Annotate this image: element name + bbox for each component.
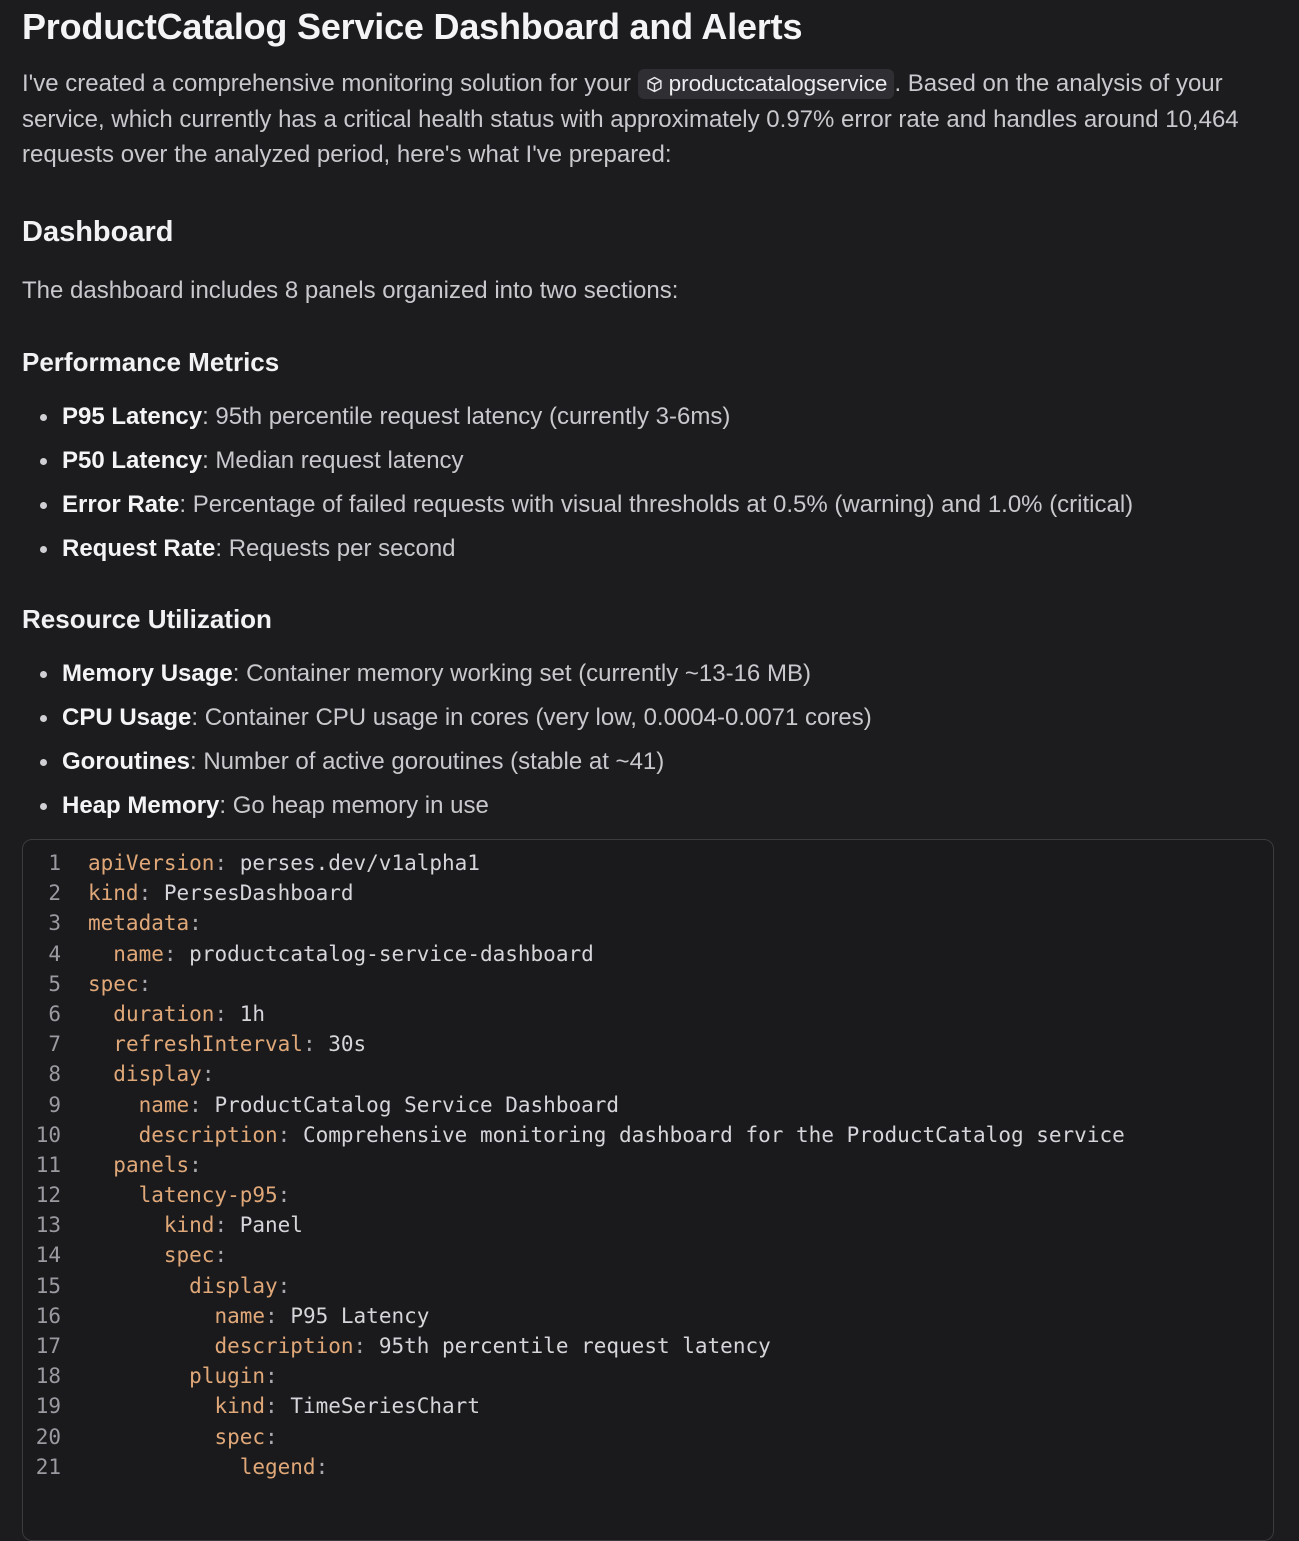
- list-item-name: Error Rate: [62, 491, 180, 518]
- code-indent: [88, 1183, 139, 1207]
- yaml-key: plugin: [189, 1364, 266, 1389]
- resources-heading: Resource Utilization: [22, 604, 272, 634]
- list-item: [22, 488, 1133, 532]
- line-number: 9: [48, 1092, 61, 1117]
- list-item-name: Heap Memory: [62, 792, 220, 819]
- yaml-key: kind: [163, 1213, 215, 1238]
- code-line: [23, 1120, 1125, 1150]
- yaml-key: description: [138, 1122, 278, 1147]
- yaml-value: TimeSeriesChart: [277, 1394, 480, 1419]
- yaml-colon: :: [265, 1364, 278, 1389]
- line-number: 18: [35, 1364, 61, 1389]
- list-item-name: CPU Usage: [62, 704, 192, 731]
- line-number: 2: [48, 881, 61, 906]
- code-indent: [88, 1032, 113, 1056]
- yaml-value: ProductCatalog Service Dashboard: [201, 1092, 620, 1117]
- yaml-key: spec: [88, 971, 139, 996]
- yaml-colon: :: [265, 1394, 278, 1419]
- code-line: [23, 1301, 1125, 1331]
- code-indent: [88, 1334, 214, 1358]
- yaml-key: metadata: [88, 911, 190, 936]
- code-indent: [88, 1274, 189, 1298]
- yaml-colon: :: [214, 1243, 228, 1268]
- line-number: 13: [35, 1213, 61, 1238]
- list-item-desc: : Number of active goroutines (stable at ~41): [190, 748, 665, 775]
- line-number: 12: [35, 1183, 61, 1208]
- list-item-desc: : Go heap memory in use: [219, 792, 489, 819]
- line-number: 20: [35, 1424, 61, 1449]
- yaml-colon: :: [189, 1092, 202, 1117]
- yaml-colon: :: [214, 1213, 228, 1238]
- performance-list: [22, 400, 1133, 576]
- service-chip[interactable]: [638, 69, 895, 99]
- dashboard-summary: The dashboard includes 8 panels organized into two sections:: [22, 277, 679, 304]
- yaml-value: 30s: [315, 1032, 367, 1057]
- code-line: [23, 878, 1125, 908]
- code-line: [23, 1059, 1125, 1089]
- yaml-colon: :: [214, 1001, 228, 1026]
- code-line: [23, 1271, 1125, 1301]
- dashboard-heading: Dashboard: [22, 216, 174, 248]
- code-line: [23, 1391, 1125, 1421]
- line-number: 16: [35, 1303, 61, 1328]
- yaml-key: spec: [163, 1243, 215, 1268]
- yaml-value: productcatalog-service-dashboard: [176, 941, 594, 966]
- intro-after: . Based on the analysis of your service, which currently has a critical health status with approximately 0.97% error rate and handles around 10,464 requests over the analyzed period, here's what I've prepared:: [22, 70, 1239, 168]
- code-line: [23, 1240, 1125, 1270]
- code-line: [23, 1422, 1125, 1452]
- yaml-colon: :: [277, 1183, 291, 1208]
- code-indent: [88, 1123, 139, 1147]
- yaml-colon: :: [138, 881, 152, 906]
- list-item-desc: : 95th percentile request latency (currently 3-6ms): [202, 403, 731, 430]
- list-item-desc: : Requests per second: [215, 535, 456, 562]
- list-item: [22, 400, 1133, 444]
- line-number: 7: [48, 1032, 61, 1057]
- yaml-colon: :: [353, 1334, 367, 1358]
- list-item-desc: : Median request latency: [202, 447, 464, 474]
- code-line: [23, 969, 1125, 999]
- list-item: [22, 701, 872, 745]
- code-line: [23, 999, 1125, 1029]
- list-item-name: P95 Latency: [62, 403, 203, 430]
- yaml-colon: :: [138, 971, 152, 996]
- yaml-key: panels: [113, 1152, 190, 1177]
- yaml-key: kind: [214, 1394, 266, 1419]
- yaml-value: P95 Latency: [277, 1303, 430, 1328]
- code-line: [23, 1361, 1125, 1391]
- code-indent: [88, 1153, 113, 1177]
- list-item-desc: : Container memory working set (currently ~13-16 MB): [232, 660, 811, 687]
- service-chip-label: productcatalogservice: [668, 71, 888, 96]
- code-indent: [88, 1364, 189, 1388]
- resources-list: [22, 657, 872, 833]
- list-item: [22, 657, 872, 701]
- yaml-key: duration: [113, 1001, 215, 1026]
- line-number: 1: [48, 851, 61, 875]
- yaml-value: PersesDashboard: [151, 881, 354, 906]
- yaml-key: name: [214, 1303, 266, 1328]
- yaml-key: apiVersion: [88, 851, 215, 875]
- code-line: [23, 1331, 1125, 1361]
- code-indent: [88, 1425, 214, 1449]
- yaml-key: kind: [88, 881, 139, 906]
- yaml-colon: :: [277, 1273, 291, 1298]
- yaml-colon: :: [214, 851, 228, 875]
- code-line: [23, 1210, 1125, 1240]
- code-line: [23, 848, 1125, 878]
- yaml-key: latency-p95: [138, 1183, 278, 1208]
- yaml-value: 1h: [227, 1001, 266, 1026]
- list-item: [22, 444, 1133, 488]
- list-item: [22, 789, 872, 833]
- line-number: 3: [48, 911, 61, 936]
- code-line: [23, 1090, 1125, 1120]
- code-line: [23, 1452, 1125, 1482]
- performance-heading: Performance Metrics: [22, 347, 280, 377]
- line-number: 21: [35, 1454, 61, 1479]
- code-block[interactable]: [22, 839, 1274, 1541]
- code-indent: [88, 1455, 240, 1479]
- yaml-value: 95th percentile request latency: [366, 1334, 771, 1358]
- yaml-key: refreshInterval: [113, 1032, 303, 1057]
- code-indent: [88, 1213, 164, 1237]
- code-indent: [88, 942, 113, 966]
- intro-paragraph: [22, 66, 1274, 173]
- code-indent: [88, 1394, 214, 1418]
- list-item-name: P50 Latency: [62, 447, 203, 474]
- yaml-value: Comprehensive monitoring dashboard for the ProductCatalog service: [290, 1122, 1125, 1147]
- line-number: 4: [48, 941, 61, 966]
- code-line: [23, 1029, 1125, 1059]
- yaml-colon: :: [189, 911, 202, 936]
- code-line: [23, 939, 1125, 969]
- intro-before: I've created a comprehensive monitoring solution for your: [22, 70, 631, 97]
- code-lines: [23, 848, 1125, 1482]
- code-indent: [88, 1062, 113, 1086]
- yaml-colon: :: [163, 941, 177, 966]
- code-line: [23, 908, 1125, 938]
- yaml-key: display: [113, 1062, 202, 1087]
- line-number: 19: [35, 1394, 61, 1419]
- line-number: 5: [48, 971, 61, 996]
- code-indent: [88, 1304, 214, 1328]
- yaml-key: name: [113, 941, 164, 966]
- list-item-desc: : Percentage of failed requests with visual thresholds at 0.5% (warning) and 1.0% (critical): [179, 491, 1134, 518]
- code-indent: [88, 1093, 139, 1117]
- yaml-value: perses.dev/v1alpha1: [227, 851, 480, 875]
- yaml-colon: :: [201, 1062, 215, 1087]
- code-line: [23, 1180, 1125, 1210]
- line-number: 6: [48, 1001, 61, 1026]
- list-item: [22, 745, 872, 789]
- yaml-colon: :: [315, 1454, 329, 1479]
- line-number: 11: [35, 1152, 61, 1177]
- yaml-key: legend: [239, 1454, 316, 1479]
- yaml-colon: :: [189, 1152, 202, 1177]
- yaml-colon: :: [277, 1122, 291, 1147]
- list-item-name: Goroutines: [62, 748, 191, 775]
- line-number: 14: [35, 1243, 61, 1268]
- code-line: [23, 1150, 1125, 1180]
- list-item-name: Request Rate: [62, 535, 216, 562]
- list-item-desc: : Container CPU usage in cores (very low, 0.0004-0.0071 cores): [191, 704, 872, 731]
- yaml-colon: :: [265, 1424, 278, 1449]
- yaml-value: Panel: [227, 1213, 303, 1238]
- yaml-key: name: [138, 1092, 190, 1117]
- yaml-colon: :: [265, 1303, 278, 1328]
- yaml-colon: :: [302, 1032, 316, 1057]
- yaml-key: display: [189, 1273, 278, 1298]
- list-item: [22, 532, 1133, 576]
- code-indent: [88, 1243, 164, 1267]
- code-indent: [88, 1002, 113, 1026]
- line-number: 8: [48, 1062, 61, 1087]
- list-item-name: Memory Usage: [62, 660, 233, 687]
- yaml-key: description: [214, 1334, 354, 1358]
- page-title: ProductCatalog Service Dashboard and Alerts: [22, 6, 803, 47]
- line-number: 15: [35, 1273, 61, 1298]
- package-icon: [646, 76, 663, 93]
- yaml-key: spec: [214, 1424, 266, 1449]
- line-number: 10: [35, 1122, 61, 1147]
- line-number: 17: [35, 1334, 61, 1358]
